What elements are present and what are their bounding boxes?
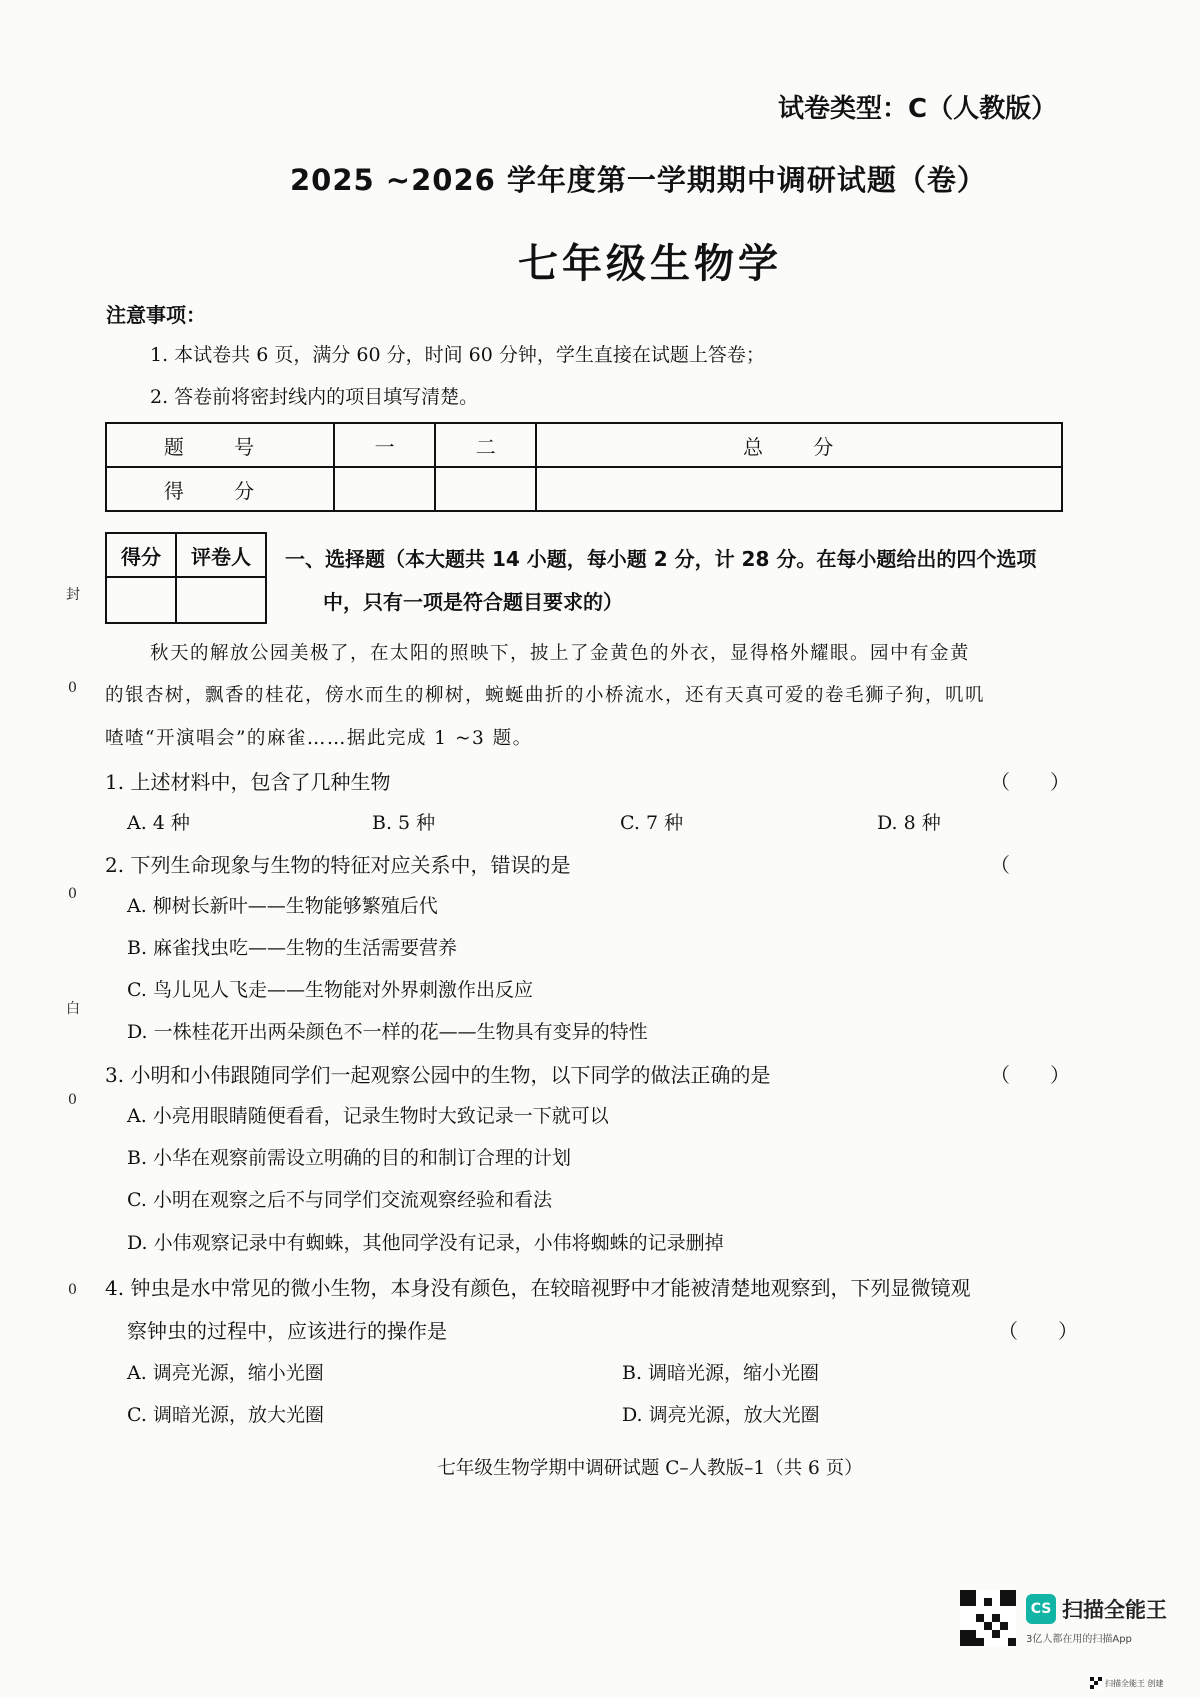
question-option: A. 小亮用眼睛随便看看，记录生物时大致记录一下就可以 xyxy=(127,1105,609,1127)
question-option: B. 调暗光源，缩小光圈 xyxy=(622,1362,820,1384)
grader-box xyxy=(105,532,267,624)
scanner-credit: 扫描全能王 创建 xyxy=(1105,1679,1164,1688)
score-cell[interactable] xyxy=(334,467,435,511)
qr-code-icon xyxy=(960,1590,1016,1646)
notice-item: 1. 本试卷共 6 页，满分 60 分，时间 60 分钟，学生直接在试题上答卷； xyxy=(150,344,765,366)
question-stem-cont: 察钟虫的过程中，应该进行的操作是 xyxy=(127,1319,447,1343)
score-table-header-cell: 题 号 xyxy=(106,423,334,467)
answer-paren[interactable]: （ ） xyxy=(990,1063,1070,1087)
passage-line: 喳喳“开演唱会”的麻雀……据此完成 1 ~3 题。 xyxy=(105,728,533,749)
question-option: D. 一株桂花开出两朵颜色不一样的花——生物具有变异的特性 xyxy=(127,1021,648,1043)
section-heading-cont: 中，只有一项是符合题目要求的） xyxy=(323,590,623,614)
answer-paren[interactable]: （ ） xyxy=(990,770,1070,794)
margin-mark: 0 xyxy=(68,1282,77,1298)
question-stem: 4. 钟虫是水中常见的微小生物，本身没有颜色，在较暗视野中才能被清楚地观察到，下列显微镜观 xyxy=(105,1276,971,1300)
cs-logo-icon: CS xyxy=(1026,1594,1056,1624)
margin-mark: 0 xyxy=(68,886,77,902)
page-footer: 七年级生物学期中调研试题 C–人教版–1（共 6 页） xyxy=(437,1458,863,1479)
subject-title: 七年级生物学 xyxy=(518,241,782,287)
scanner-slogan: 3亿人都在用的扫描App xyxy=(1026,1634,1132,1645)
question-option: D. 8 种 xyxy=(877,812,941,834)
passage-line: 秋天的解放公园美极了，在太阳的照映下，披上了金黄色的外衣，显得格外耀眼。园中有金黄 xyxy=(150,643,971,664)
question-option: C. 7 种 xyxy=(620,812,684,834)
answer-paren[interactable]: （ ） xyxy=(998,1319,1078,1343)
grader-score-cell[interactable] xyxy=(106,577,176,623)
answer-paren[interactable]: （ xyxy=(990,853,1010,877)
question-option: B. 麻雀找虫吃——生物的生活需要营养 xyxy=(127,937,458,959)
mini-qr-icon xyxy=(1090,1677,1102,1689)
margin-mark: 白 xyxy=(66,1001,80,1017)
question-stem: 2. 下列生命现象与生物的特征对应关系中，错误的是 xyxy=(105,853,571,877)
grader-box-label: 评卷人 xyxy=(176,533,266,577)
question-option: A. 调亮光源，缩小光圈 xyxy=(127,1362,324,1384)
notice-item: 2. 答卷前将密封线内的项目填写清楚。 xyxy=(150,386,479,408)
question-option: D. 小伟观察记录中有蜘蛛，其他同学没有记录，小伟将蜘蛛的记录删掉 xyxy=(127,1232,724,1254)
passage-line: 的银杏树，飘香的桂花，傍水而生的柳树，蜿蜒曲折的小桥流水，还有天真可爱的卷毛狮子狗，叽叽 xyxy=(105,685,986,706)
question-option: C. 调暗光源，放大光圈 xyxy=(127,1404,324,1426)
score-cell[interactable] xyxy=(435,467,536,511)
question-stem: 1. 上述材料中，包含了几种生物 xyxy=(105,770,391,794)
section-heading: 一、选择题（本大题共 14 小题，每小题 2 分，计 28 分。在每小题给出的四个选项 xyxy=(285,547,1037,571)
question-stem: 3. 小明和小伟跟随同学们一起观察公园中的生物，以下同学的做法正确的是 xyxy=(105,1063,771,1087)
question-option: A. 4 种 xyxy=(127,812,190,834)
margin-mark: 0 xyxy=(68,1092,77,1108)
score-table-header-cell: 总 分 xyxy=(536,423,1062,467)
question-option: B. 5 种 xyxy=(372,812,436,834)
score-table xyxy=(105,422,1063,512)
score-table-row-label: 得 分 xyxy=(106,467,334,511)
question-option: A. 柳树长新叶——生物能够繁殖后代 xyxy=(127,895,438,917)
scanner-watermark xyxy=(960,1590,1180,1660)
notice-heading: 注意事项： xyxy=(106,303,206,327)
margin-mark: 封 xyxy=(66,587,80,603)
grader-name-cell[interactable] xyxy=(176,577,266,623)
score-table-header-cell: 二 xyxy=(435,423,536,467)
score-table-header-cell: 一 xyxy=(334,423,435,467)
question-option: C. 小明在观察之后不与同学们交流观察经验和看法 xyxy=(127,1189,552,1211)
margin-mark: 0 xyxy=(68,680,77,696)
score-cell[interactable] xyxy=(536,467,1062,511)
question-option: B. 小华在观察前需设立明确的目的和制订合理的计划 xyxy=(127,1147,572,1169)
grader-box-label: 得分 xyxy=(106,533,176,577)
question-option: D. 调亮光源，放大光圈 xyxy=(622,1404,820,1426)
paper-type-label: 试卷类型：C（人教版） xyxy=(778,94,1058,124)
exam-title: 2025 ~2026 学年度第一学期期中调研试题（卷） xyxy=(290,163,987,197)
scanner-app-name: 扫描全能王 xyxy=(1062,1598,1167,1622)
question-option: C. 鸟儿见人飞走——生物能对外界刺激作出反应 xyxy=(127,979,533,1001)
